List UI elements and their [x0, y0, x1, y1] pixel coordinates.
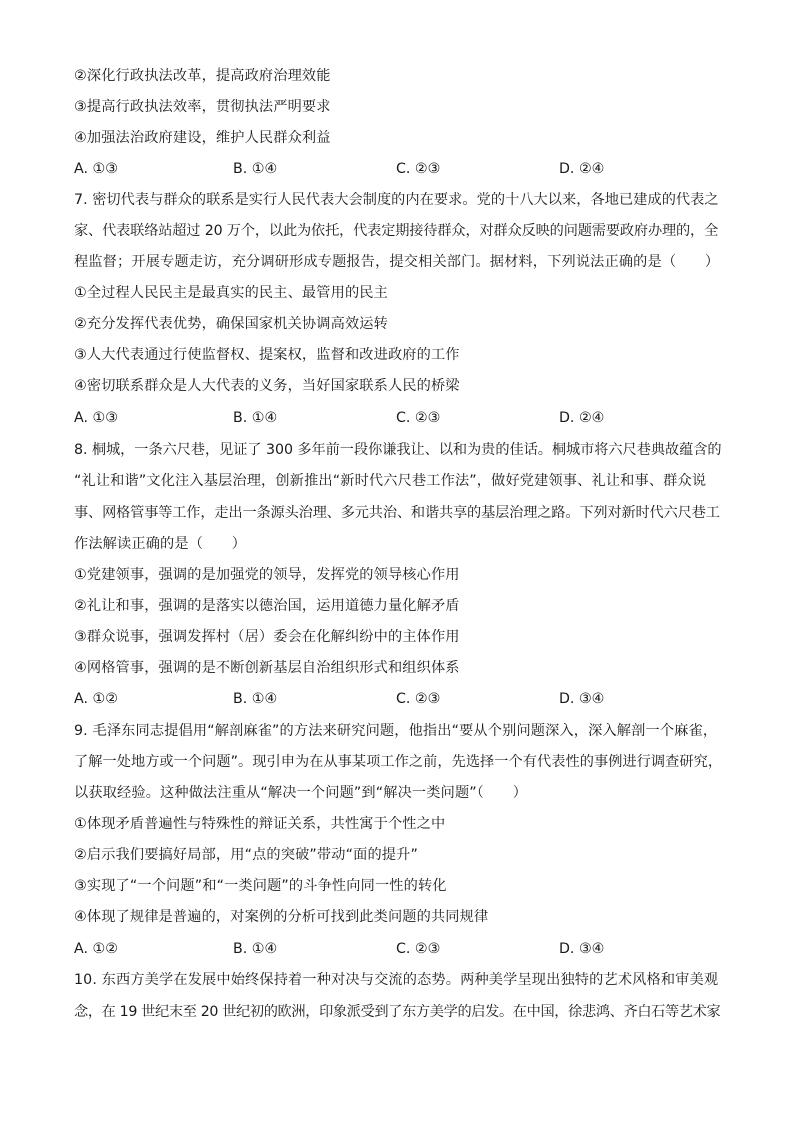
q6-option-a[interactable]: A. ①③	[74, 161, 118, 177]
q8-stem-line: 8. 桐城，一条六尺巷，见证了 300 多年前一段你谦我让、以和为贵的佳话。桐城市将六尺巷典故蕴含的	[74, 442, 722, 458]
q8-stem-line: 事、网格管事等工作，走出一条源头治理、多元共治、和谐共享的基层治理之路。下列对新时代六尺巷工	[74, 505, 720, 521]
q8-item-2: ②礼让和事，强调的是落实以德治国，运用道德力量化解矛盾	[74, 598, 460, 614]
q8-stem-line: 作法解读正确的是（ ）	[74, 536, 247, 552]
q9-item-2: ②启示我们要搞好局部，用“点的突破”带动“面的提升”	[74, 847, 418, 863]
q7-item-2: ②充分发挥代表优势，确保国家机关协调高效运转	[74, 316, 388, 332]
q6-item-3: ③提高行政执法效率，贯彻执法严明要求	[74, 99, 331, 115]
q8-option-b[interactable]: B. ①④	[233, 691, 278, 707]
q9-option-a[interactable]: A. ①②	[74, 941, 118, 957]
q9-option-b[interactable]: B. ①④	[233, 941, 278, 957]
q7-item-1: ①全过程人民民主是最真实的民主、最管用的民主	[74, 285, 388, 301]
q7-stem-line: 7. 密切代表与群众的联系是实行人民代表大会制度的内在要求。党的十八大以来，各地已建成的代表之	[74, 192, 719, 208]
q7-item-4: ④密切联系群众是人大代表的义务，当好国家联系人民的桥梁	[74, 378, 460, 394]
q6-option-b[interactable]: B. ①④	[233, 161, 278, 177]
q8-item-1: ①党建领事，强调的是加强党的领导，发挥党的领导核心作用	[74, 567, 460, 583]
q7-stem-line: 程监督；开展专题走访，充分调研形成专题报告，提交相关部门。据材料，下列说法正确的是（ ）	[74, 254, 720, 270]
q9-item-4: ④体现了规律是普遍的，对案例的分析可找到此类问题的共同规律	[74, 909, 489, 925]
q10-stem-line: 10. 东西方美学在发展中始终保持着一种对决与交流的态势。两种美学呈现出独特的艺术风格和审美观	[74, 972, 719, 988]
q8-option-c[interactable]: C. ②③	[396, 691, 441, 707]
q9-option-c[interactable]: C. ②③	[396, 941, 441, 957]
q9-stem-line: 了解一处地方或一个问题”。现引申为在从事某项工作之前，先选择一个有代表性的事例进行调查研究，	[74, 754, 723, 770]
q8-option-d[interactable]: D. ③④	[559, 691, 605, 707]
q7-stem-line: 家、代表联络站超过 20 万个，以此为依托，代表定期接待群众，对群众反映的问题需要政府办理的，全	[74, 223, 719, 239]
q7-option-c[interactable]: C. ②③	[396, 410, 441, 426]
q8-item-4: ④网格管事，强调的是不断创新基层自治组织形式和组织体系	[74, 660, 460, 676]
q7-item-3: ③人大代表通过行使监督权、提案权，监督和改进政府的工作	[74, 347, 460, 363]
q9-option-d[interactable]: D. ③④	[559, 941, 605, 957]
q6-item-2: ②深化行政执法改革，提高政府治理效能	[74, 68, 331, 84]
q9-item-3: ③实现了“一个问题”和“一类问题”的斗争性向同一性的转化	[74, 878, 447, 894]
q8-item-3: ③群众说事，强调发挥村（居）委会在化解纠纷中的主体作用	[74, 629, 460, 645]
q10-stem-line: 念，在 19 世纪末至 20 世纪初的欧洲，印象派受到了东方美学的启发。在中国，徐悲鸿、齐白石等艺术家	[74, 1004, 721, 1020]
q6-option-d[interactable]: D. ②④	[559, 161, 605, 177]
q6-item-4: ④加强法治政府建设，维护人民群众利益	[74, 130, 331, 146]
q9-stem-line: 以获取经验。这种做法注重从“解决一个问题”到“解决一类问题”（ ）	[74, 785, 528, 801]
q7-option-a[interactable]: A. ①③	[74, 410, 118, 426]
q8-stem-line: “礼让和谐”文化注入基层治理，创新推出“新时代六尺巷工作法”，做好党建领事、礼让和事、群众说	[74, 473, 707, 489]
q9-item-1: ①体现矛盾普遍性与特殊性的辩证关系，共性寓于个性之中	[74, 816, 446, 832]
q7-option-d[interactable]: D. ②④	[559, 410, 605, 426]
q6-option-c[interactable]: C. ②③	[396, 161, 441, 177]
q8-option-a[interactable]: A. ①②	[74, 691, 118, 707]
q7-option-b[interactable]: B. ①④	[233, 410, 278, 426]
q9-stem-line: 9. 毛泽东同志提倡用“解剖麻雀”的方法来研究问题，他指出“要从个别问题深入，深入解剖一个麻雀，	[74, 723, 718, 739]
